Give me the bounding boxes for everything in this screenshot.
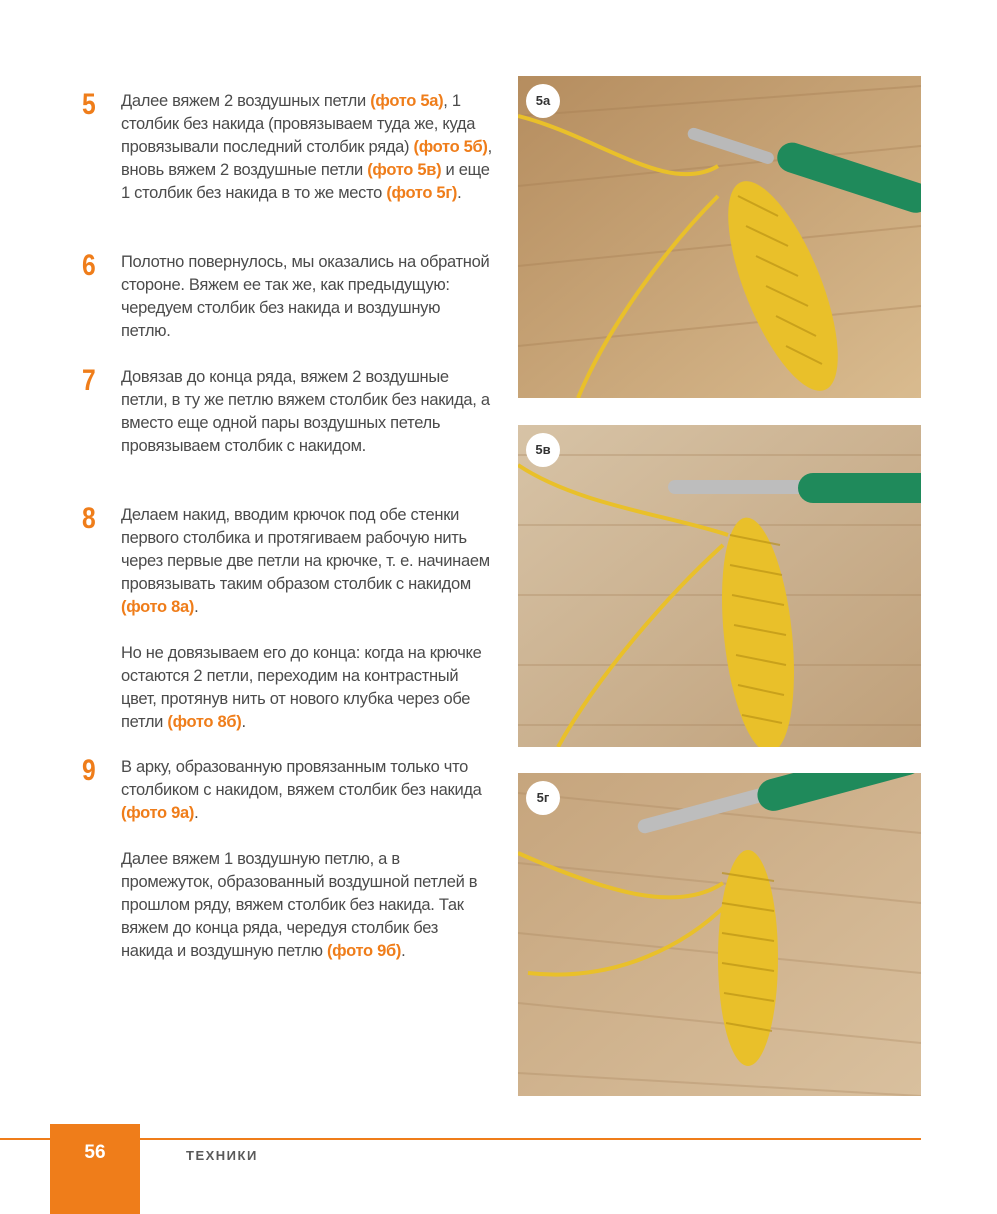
step-text [121, 251, 493, 343]
text-run: и еще 1 столбик без накида в то же место [121, 161, 490, 202]
step-number: 8 [82, 502, 96, 535]
text-run: Но не довязываем его до конца: когда на крючке остаются 2 петли, переходим на контрастный цвет, протянув нить от нового клубка через обе петли [121, 644, 482, 731]
step-number: 9 [82, 754, 96, 787]
photo-reference: (фото 5б) [413, 138, 488, 156]
photo-label: 5г [526, 781, 560, 815]
photo-5v [518, 425, 921, 747]
text-run: Довязав до конца ряда, вяжем 2 воздушные петли, в ту же петлю вяжем столбик без накида, а вместо еще одной пары воздушных петель провязываем столбик с накидом. [121, 368, 490, 455]
text-run: . [241, 713, 246, 731]
text-run: , 1 столбик без накида (провязываем туда же, куда провязывали последний столбик ряда) [121, 92, 476, 156]
photo-reference: (фото 8а) [121, 598, 195, 616]
step-paragraph [121, 504, 493, 619]
text-run: , вновь вяжем 2 воздушные петли [121, 138, 492, 179]
text-run: . [194, 804, 199, 822]
photo-reference: (фото 8б) [167, 713, 242, 731]
photo-reference: (фото 9б) [326, 942, 402, 960]
step-text [121, 366, 493, 458]
step-paragraph [121, 90, 493, 205]
step-paragraph [121, 642, 493, 734]
text-run: Далее вяжем 2 воздушных петли [121, 92, 371, 110]
section-name: ТЕХНИКИ [186, 1148, 258, 1163]
photo-label: 5а [526, 84, 560, 118]
step-paragraph [121, 366, 493, 458]
crochet-photo-image [518, 773, 921, 1096]
step-paragraph [121, 756, 493, 825]
text-run: Полотно повернулось, мы оказались на обратной стороне. Вяжем ее так же, как предыдущую: чередуем столбик без накида и воздушную петлю. [121, 253, 490, 340]
photo-5a [518, 76, 921, 398]
text-run: . [194, 598, 199, 616]
photo-reference: (фото 9а) [121, 804, 195, 822]
photo-5g [518, 773, 921, 1096]
photo-label: 5в [526, 433, 560, 467]
step-paragraph [121, 848, 493, 963]
step-text [121, 90, 493, 205]
photo-reference: (фото 5в) [367, 161, 442, 179]
text-run: . [457, 184, 462, 202]
step-number: 7 [82, 364, 96, 397]
text-run: Делаем накид, вводим крючок под обе стенки первого столбика и протягиваем рабочую нить через первые две петли на крючке, т. е. начинаем провязывать таким образом столбик с накидом [121, 506, 490, 593]
photo-reference: (фото 5а) [370, 92, 444, 110]
text-run: Далее вяжем 1 воздушную петлю, а в промежуток, образованный воздушной петлей в прошлом ряду, вяжем столбик без накида. Так вяжем до конца ряда, чередуя столбик без накида и воздушную петлю [121, 850, 478, 960]
step-paragraph [121, 251, 493, 343]
step-text [121, 504, 493, 734]
page-number: 56 [84, 1142, 106, 1163]
text-run: В арку, образованную провязанным только что столбиком с накидом, вяжем столбик без накида [121, 758, 482, 799]
crochet-photo-image [518, 425, 921, 747]
step-number: 6 [82, 249, 96, 282]
page-tab [50, 1124, 140, 1214]
crochet-photo-image [518, 76, 921, 398]
step-number: 5 [82, 88, 96, 121]
step-text [121, 756, 493, 963]
photo-reference: (фото 5г) [386, 184, 458, 202]
text-run: . [401, 942, 406, 960]
